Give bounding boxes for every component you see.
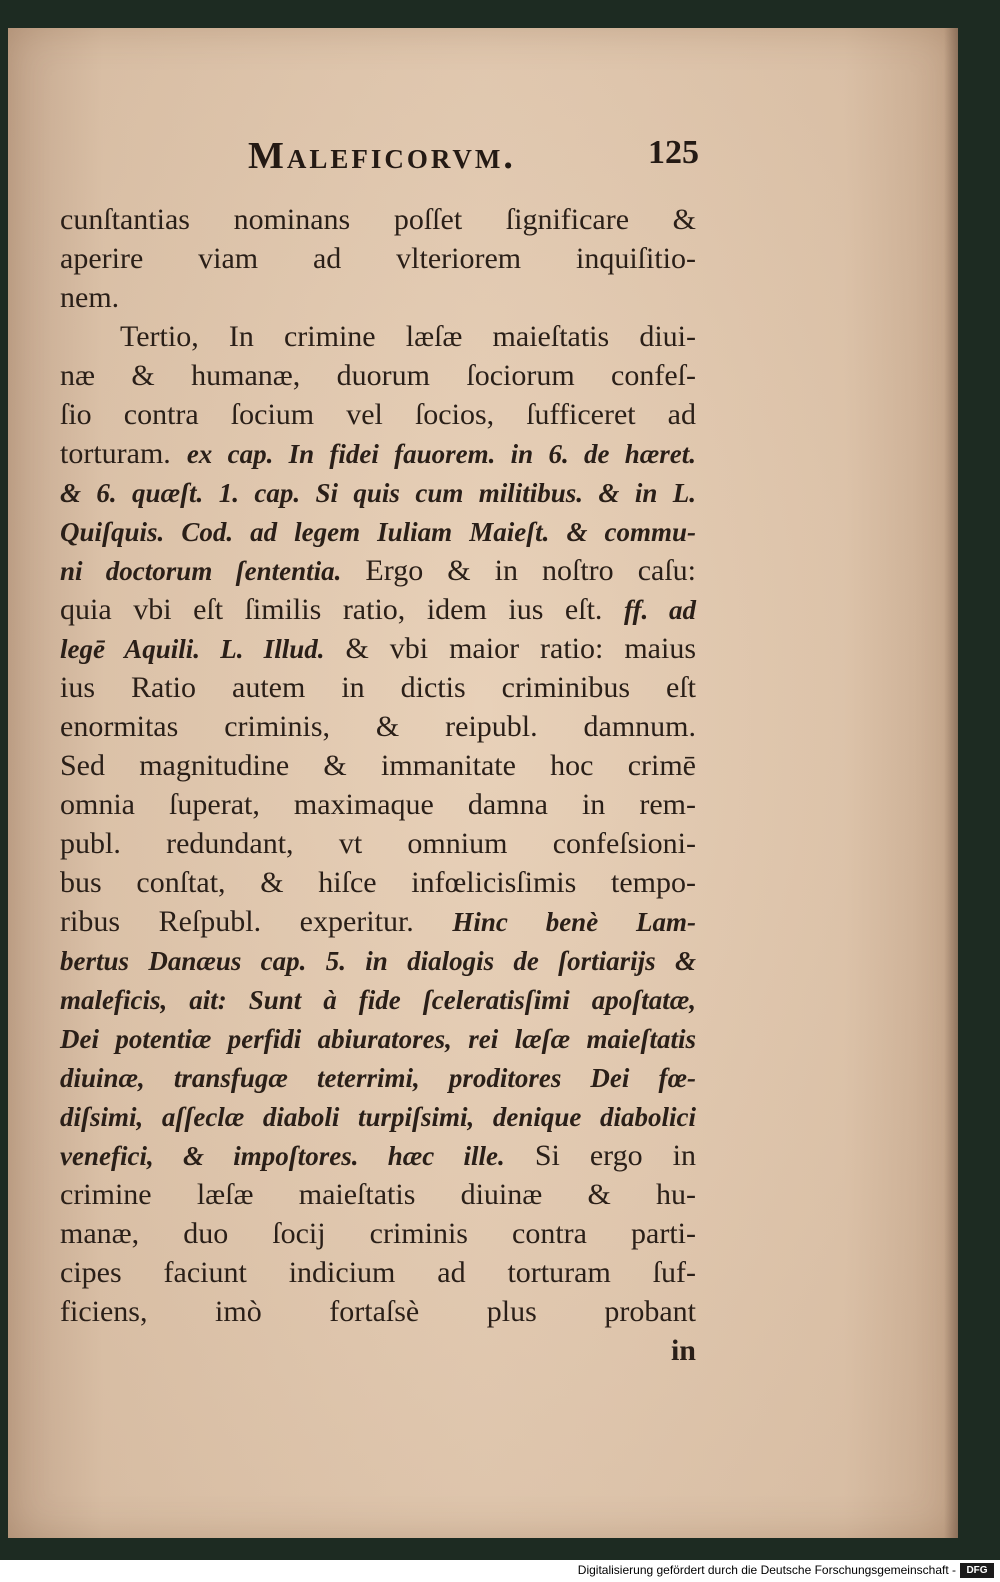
citation-text: ni doctorum ſententia. <box>60 556 342 586</box>
catchword: in <box>670 1334 696 1367</box>
body-text: Tertio, In crimine læſæ maieſtatis diui- <box>120 320 696 353</box>
text-line <box>60 668 696 707</box>
footer-bar <box>0 1560 1000 1582</box>
body-text: ficiens, imò fortaſsè plus probant <box>60 1295 696 1328</box>
text-line <box>60 395 696 434</box>
text-line <box>60 1019 696 1058</box>
citation-text: Dei potentiæ perfidi abiuratores, rei læſæ maieſtatis <box>60 1024 696 1054</box>
text-line <box>60 629 696 668</box>
text-line <box>60 902 696 941</box>
body-text: crimine læſæ maieſtatis diuinæ & hu- <box>60 1178 696 1211</box>
running-head <box>8 128 958 188</box>
body-text: bus conſtat, & hiſce infœlicisſimis tempo- <box>60 866 696 899</box>
text-line <box>60 434 696 473</box>
footer-credit: Digitalisierung gefördert durch die Deutsche Forschungsgemeinschaft - <box>577 1563 956 1577</box>
body-text: cunſtantias nominans poſſet ſignificare & <box>60 203 696 236</box>
body-text: Ergo & in noſtro caſu: <box>341 554 697 587</box>
text-line <box>60 746 696 785</box>
text-block <box>60 200 696 1370</box>
citation-text: diſsimi, aſſeclæ diaboli turpiſsimi, denique diabolici <box>60 1102 696 1132</box>
citation-text: diuinæ, transfugæ teterrimi, proditores Dei fœ- <box>60 1063 696 1093</box>
text-line <box>60 239 696 278</box>
text-line <box>60 551 696 590</box>
text-line <box>60 941 696 980</box>
text-line <box>60 473 696 512</box>
citation-text: & 6. quæſt. 1. cap. Si quis cum militibus. & in L. <box>60 478 696 508</box>
body-text: ius Ratio autem in dictis criminibus eſt <box>60 671 696 704</box>
body-text: cipes faciunt indicium ad torturam ſuf- <box>60 1256 696 1289</box>
text-line <box>60 512 696 551</box>
text-line <box>60 1136 696 1175</box>
header-title: Maleficorvm. <box>248 135 516 177</box>
body-text: Si ergo in <box>504 1139 696 1172</box>
citation-text: Hinc benè Lam- <box>452 907 696 937</box>
text-line <box>60 200 696 239</box>
body-text: ſio contra ſocium vel ſocios, ſufficeret ad <box>60 398 696 431</box>
body-text: torturam. <box>60 437 187 470</box>
body-text: ribus Reſpubl. experitur. <box>60 905 453 938</box>
body-text: Sed magnitudine & immanitate hoc crimē <box>60 749 696 782</box>
text-line <box>60 980 696 1019</box>
text-line <box>60 317 696 356</box>
citation-text: venefici, & impoſtores. hæc ille. <box>60 1141 505 1171</box>
citation-text: Quiſquis. Cod. ad legem Iuliam Maieſt. & commu- <box>60 517 696 547</box>
dfg-logo: DFG <box>960 1563 994 1578</box>
citation-text: bertus Danæus cap. 5. in dialogis de ſortiarijs & <box>60 946 696 976</box>
text-line <box>60 707 696 746</box>
body-text: omnia ſuperat, maximaque damna in rem- <box>60 788 696 821</box>
text-line <box>60 1175 696 1214</box>
page-number: 125 <box>648 134 699 171</box>
text-line <box>60 1097 696 1136</box>
text-line <box>60 863 696 902</box>
text-line <box>60 1292 696 1331</box>
text-line <box>60 356 696 395</box>
body-text: manæ, duo ſocij criminis contra parti- <box>60 1217 696 1250</box>
body-text: enormitas criminis, & reipubl. damnum. <box>60 710 696 743</box>
body-text: & vbi maior ratio: maius <box>324 632 696 665</box>
body-text: næ & humanæ, duorum ſociorum confeſ- <box>60 359 696 392</box>
text-line <box>60 1058 696 1097</box>
page-edge-shadow <box>944 28 958 1538</box>
book-page <box>8 28 958 1538</box>
text-line <box>60 785 696 824</box>
citation-text: ex cap. In fidei fauorem. in 6. de hæret. <box>186 439 696 469</box>
body-text: aperire viam ad vlteriorem inquiſitio- <box>60 242 696 275</box>
text-line <box>60 590 696 629</box>
citation-text: legē Aquili. L. Illud. <box>60 634 325 664</box>
citation-text: ff. ad <box>623 595 696 625</box>
text-line <box>60 1214 696 1253</box>
body-text: publ. redundant, vt omnium confeſsioni- <box>60 827 696 860</box>
text-line <box>60 1253 696 1292</box>
citation-text: maleficis, ait: Sunt à fide ſceleratisſimi apoſtatæ, <box>60 985 696 1015</box>
text-line <box>60 278 696 317</box>
body-text: nem. <box>60 281 120 314</box>
body-text: quia vbi eſt ſimilis ratio, idem ius eſt. <box>60 593 624 626</box>
text-line <box>60 824 696 863</box>
